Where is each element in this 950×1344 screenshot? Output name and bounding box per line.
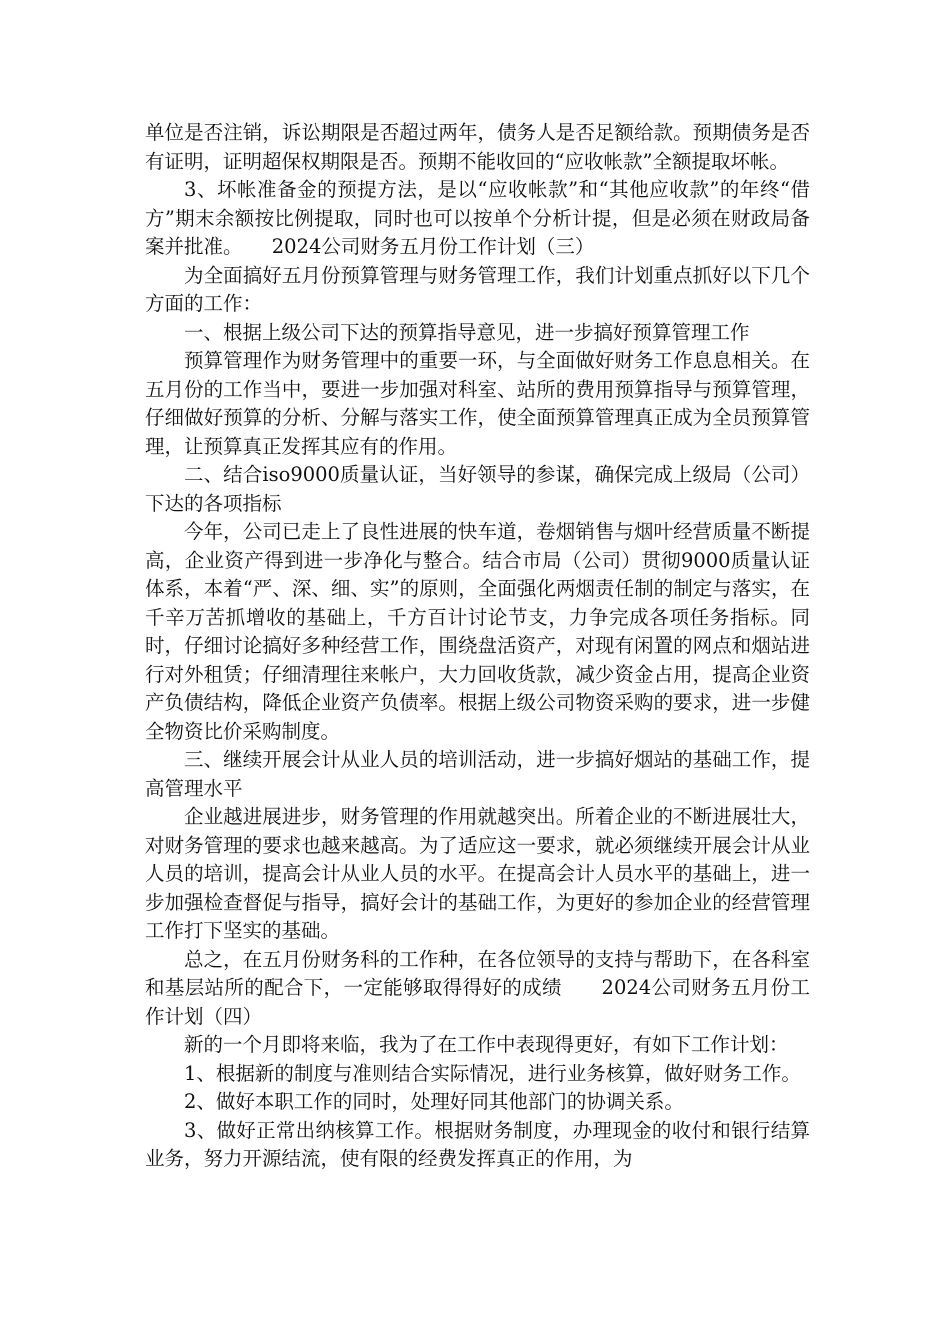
paragraph: 总之，在五月份财务科的工作种，在各位领导的支持与帮助下，在各科室和基层站所的配合下，一定能够取得得好的成绩 2024公司财务五月份工作计划（四） bbox=[145, 947, 810, 1028]
list-item: 1、根据新的制度与准则结合实际情况，进行业务核算，做好财务工作。 bbox=[184, 1061, 801, 1085]
paragraph: 今年，公司已走上了良性进展的快车道，卷烟销售与烟叶经营质量不断提高，企业资产得到进一步净化与整合。结合市局（公司）贯彻9000质量认证体系，本着“严、深、细、实”的原则，全面强化两烟责任制的制定与落实，在千辛万苦抓增收的基础上，千方百计讨论节支，力争完成各项任务指标。同时，仔细讨论搞好多种经营工作，围绕盘活资产，对现有闲置的网点和烟站进行对外租赁；仔细清理往来帐户，大力回收货款，减少资金占用，提高企业资产负债结构，降低企业资产负债率。根据上级公司物资采购的要求，进一步健全物资比价采购制度。 bbox=[145, 520, 810, 743]
paragraph: 企业越进展进步，财务管理的作用就越突出。所着企业的不断进展壮大，对财务管理的要求也越来越高。为了适应这一要求，就必须继续开展会计从业人员的培训，提高会计从业人员的水平。在提高会计人员水平的基础上，进一步加强检查督促与指导，搞好会计的基础工作，为更好的参加企业的经营管理工作打下坚实的基础。 bbox=[145, 805, 810, 942]
paragraph: 为全面搞好五月份预算管理与财务管理工作，我们计划重点抓好以下几个方面的工作： bbox=[145, 263, 810, 315]
list-item: 3、做好正常出纳核算工作。根据财务制度，办理现金的收付和银行结算业务，努力开源结流，使有限的经费发挥真正的作用，为 bbox=[145, 1118, 810, 1170]
paragraph: 单位是否注销，诉讼期限是否超过两年，债务人是否足额给款。预期债务是否有证明，证明超保权期限是否。预期不能收回的“应收帐款”全额提取坏帐。 bbox=[145, 121, 810, 173]
paragraph: 3、坏帐准备金的预提方法，是以“应收帐款”和“其他应收款”的年终“借方”期末余额按比例提取，同时也可以按单个分析计提，但是必须在财政局备案并批准。 2024公司财务五月份工作计划（三） bbox=[145, 178, 810, 258]
document-body bbox=[145, 119, 810, 1174]
paragraph: 预算管理作为财务管理中的重要一环，与全面做好财务工作息息相关。在五月份的工作当中，要进一步加强对科室、站所的费用预算指导与预算管理，仔细做好预算的分析、分解与落实工作，使全面预算管理真正成为全员预算管理，让预算真正发挥其应有的作用。 bbox=[145, 349, 810, 458]
paragraph: 新的一个月即将来临，我为了在工作中表现得更好，有如下工作计划： bbox=[184, 1033, 789, 1056]
list-item: 2、做好本职工作的同时，处理好同其他部门的协调关系。 bbox=[184, 1090, 684, 1113]
section-heading: 二、结合iso9000质量认证，当好领导的参谋，确保完成上级局（公司）下达的各项指标 bbox=[145, 463, 810, 515]
section-heading: 一、根据上级公司下达的预算指导意见，进一步搞好预算管理工作 bbox=[184, 320, 750, 344]
section-heading: 三、继续开展会计从业人员的培训活动，进一步搞好烟站的基础工作，提高管理水平 bbox=[145, 748, 810, 800]
